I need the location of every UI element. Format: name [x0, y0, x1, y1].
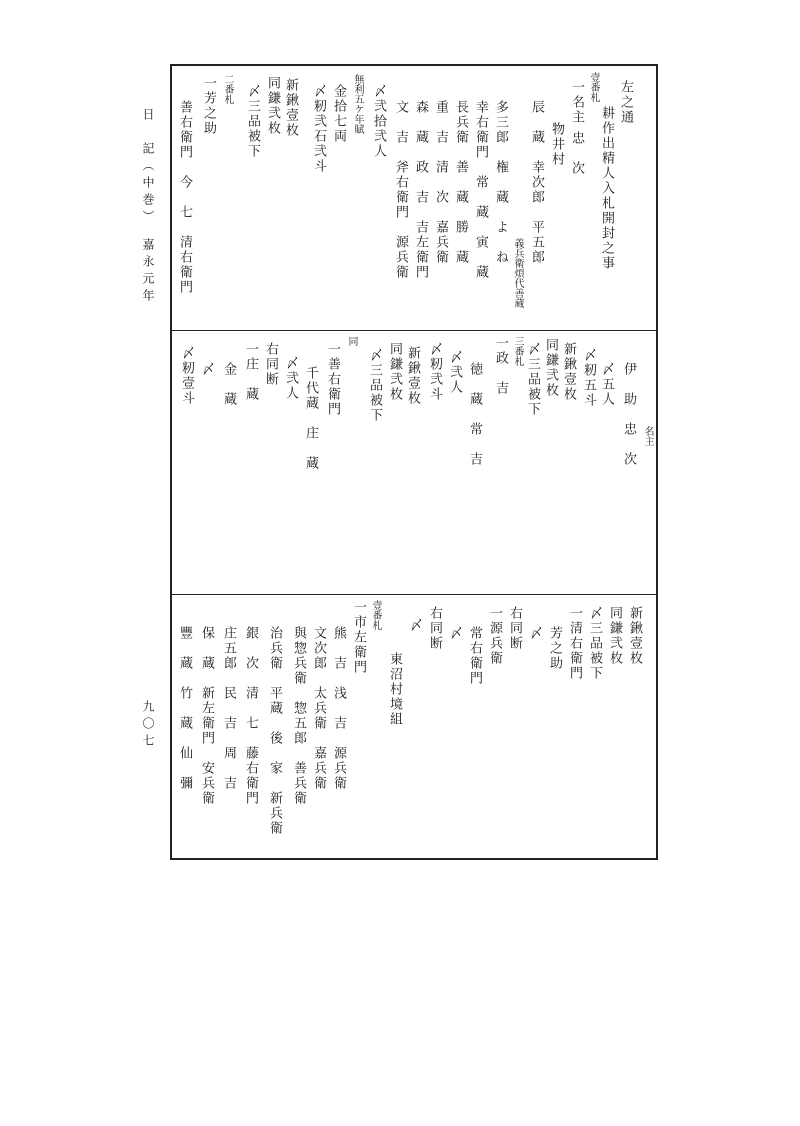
text-column: 徳 蔵 常 吉	[467, 362, 482, 467]
text-column: 新鍬壹枚	[283, 78, 298, 138]
text-column: 〆弐人	[447, 350, 462, 395]
text-column: 〆三品被下	[525, 342, 540, 417]
text-column: 物井村	[549, 122, 564, 167]
text-column: 一善右衛門	[325, 342, 340, 417]
text-column: 善右衛門 今 七 清右衛門	[177, 100, 192, 295]
text-column: 右同断	[427, 606, 442, 651]
text-column: 同鎌弐枚	[607, 606, 622, 666]
text-column: 同	[346, 336, 357, 346]
text-column: 新鍬壹枚	[561, 342, 576, 402]
text-column: 與惣兵衛 惣五郎 善兵衛	[291, 626, 306, 806]
text-column: 文次郎 太兵衛 嘉兵衛	[311, 626, 326, 791]
text-column: 〆籾壹斗	[179, 346, 194, 406]
text-column: 右同断	[507, 606, 522, 651]
text-column: 〆籾弐石弐斗	[311, 84, 326, 174]
text-column: 〆	[447, 626, 462, 641]
text-column: 金 蔵	[221, 362, 236, 407]
text-column: 二番札	[222, 74, 233, 104]
section-divider-1	[172, 330, 656, 331]
text-column: 右同断	[263, 342, 278, 387]
text-column: 新鍬壹枚	[627, 606, 642, 666]
text-column: 一芳之助	[201, 76, 216, 136]
page-frame	[170, 64, 658, 860]
text-column: 一名主 忠 次	[569, 80, 584, 177]
text-column: 東沼村境組	[387, 652, 402, 727]
text-column: 銀 次 清 七 藤右衛門	[243, 626, 258, 806]
text-column: 常右衛門	[467, 626, 482, 686]
text-column: 幸右衛門 常 蔵 寅 蔵	[473, 100, 488, 280]
text-column: 義兵衛煩代善蔵	[512, 238, 523, 308]
text-column: 一庄 蔵	[243, 342, 258, 402]
text-column: 〆籾五斗	[581, 348, 596, 408]
text-column: 豐 蔵 竹 蔵 仙 彌	[177, 626, 192, 791]
text-column: 同鎌弐枚	[265, 76, 280, 136]
text-column: 伊 助 忠 次	[621, 362, 636, 467]
text-column: 〆弐拾弐人	[371, 84, 386, 159]
text-column: 無利五ケ年賦	[352, 74, 363, 134]
text-column: 同鎌弐枚	[543, 338, 558, 398]
text-column: 長兵衛 善 蔵 勝 蔵	[453, 100, 468, 265]
text-column: 一政 吉	[493, 336, 508, 396]
text-column: 森 蔵 政 吉 吉左衛門	[413, 100, 428, 280]
text-column: 一源兵衛	[487, 606, 502, 666]
text-column: 壹番札	[588, 72, 599, 102]
text-column: 一清右衛門	[567, 606, 582, 681]
text-column: 新鍬壹枚	[405, 346, 420, 406]
text-column: 〆五人	[599, 362, 614, 407]
text-column: 名主	[642, 426, 653, 446]
text-column: 千代蔵 庄 蔵	[303, 366, 318, 471]
text-column: 治兵衛 平蔵 後 家 新兵衛	[267, 626, 282, 836]
text-column: 耕作出精人入札開封之事	[599, 106, 614, 271]
text-column: 金拾七両	[331, 84, 346, 144]
running-header: 日 記（中巻） 嘉永元年	[141, 108, 155, 306]
text-column: 庄五郎 民 吉 周 吉	[221, 626, 236, 791]
text-column: 〆	[527, 626, 542, 641]
text-column: 辰 蔵 幸次郎 平五郎	[529, 100, 544, 265]
section-divider-2	[172, 594, 656, 595]
text-column: 三番札	[512, 336, 523, 366]
text-column: 〆三品被下	[245, 84, 260, 159]
text-column: 芳之助	[547, 626, 562, 671]
text-column: 〆三品被下	[367, 348, 382, 423]
text-column: 〆弐人	[283, 356, 298, 401]
text-column: 〆籾弐斗	[427, 342, 442, 402]
text-column: 重 吉 清 次 嘉兵衛	[433, 100, 448, 265]
text-column: 文 吉 斧右衛門 源兵衛	[393, 100, 408, 280]
text-column: 〆	[199, 362, 214, 377]
text-column: 壹番札	[370, 600, 381, 630]
text-column: 〆三品被下	[587, 606, 602, 681]
text-column: 一市左衛門	[351, 600, 366, 675]
text-column: 同鎌弐枚	[387, 342, 402, 402]
text-column: 熊 吉 浅 吉 源兵衛	[331, 626, 346, 791]
page-number: 九〇七	[141, 700, 155, 751]
text-column: 左之通	[618, 80, 633, 125]
text-column: 保 蔵 新左衛門 安兵衛	[199, 626, 214, 806]
text-column: 多三郎 権 蔵 よ ね	[493, 100, 508, 265]
text-column: 〆	[407, 618, 422, 633]
